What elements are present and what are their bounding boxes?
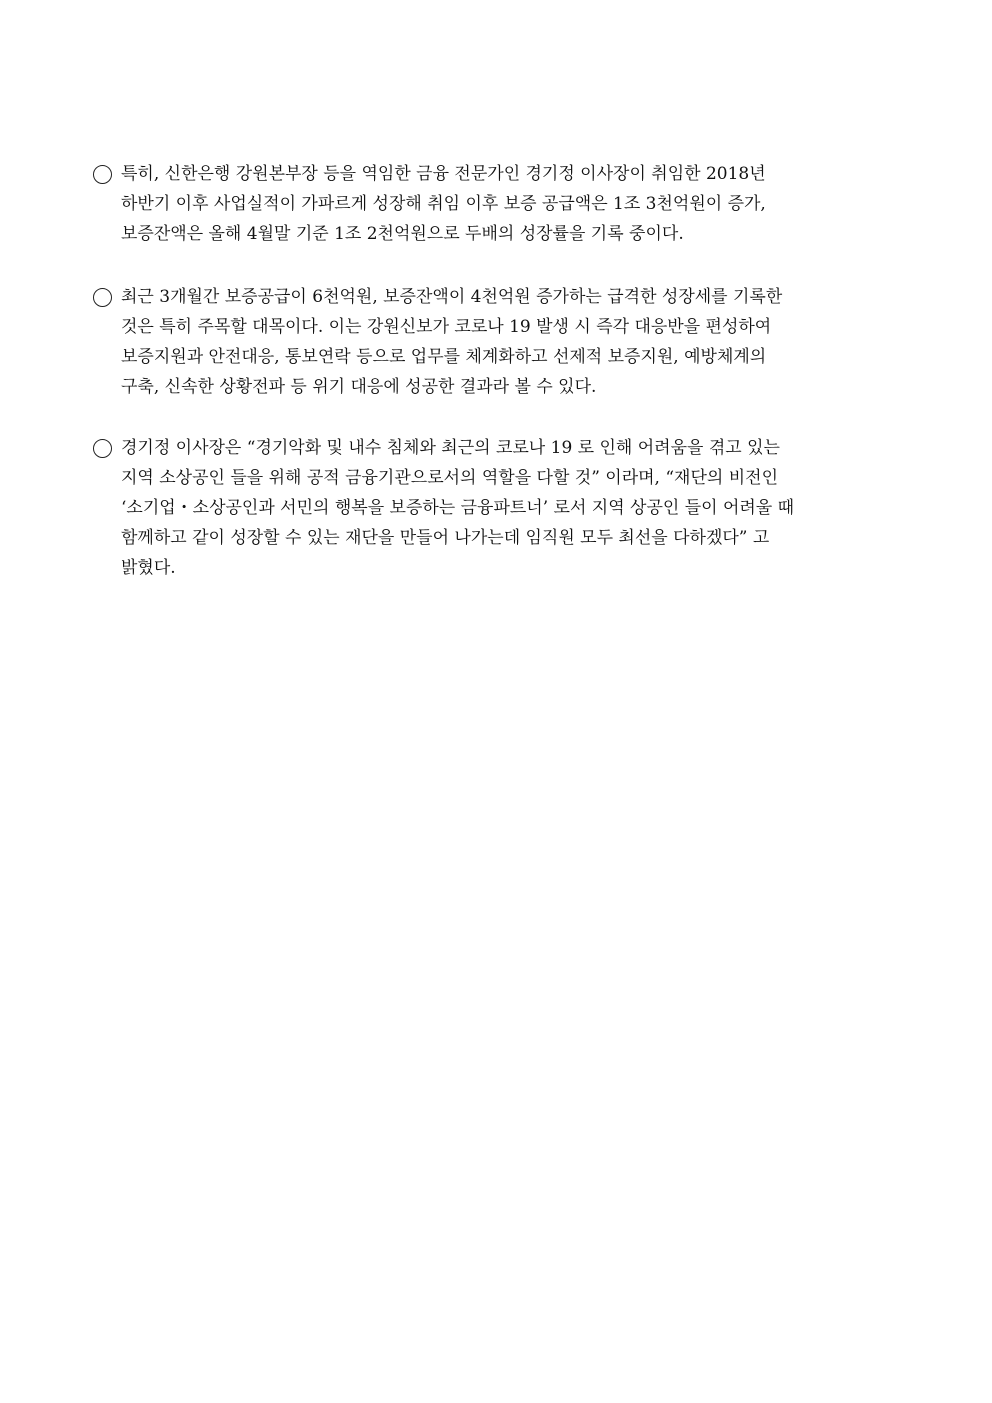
paragraph-line: 것은 특히 주목할 대목이다. 이는 강원신보가 코로나 19 발생 시 즉각 대응반을 편성하여 bbox=[121, 317, 772, 337]
paragraph-line: 밝혔다. bbox=[121, 558, 176, 578]
paragraph-2-text bbox=[121, 282, 893, 402]
paragraph-line: 특히, 신한은행 강원본부장 등을 역임한 금융 전문가인 경기정 이사장이 취임한 2018년 bbox=[121, 164, 766, 184]
paragraph-3 bbox=[93, 433, 893, 583]
paragraph-1-text bbox=[121, 159, 893, 249]
paragraph-line: 경기정 이사장은 “경기악화 및 내수 침체와 최근의 코로나 19 로 인해 어려움을 겪고 있는 bbox=[121, 438, 780, 458]
circle-bullet-icon bbox=[93, 439, 112, 458]
paragraph-line: 지역 소상공인 들을 위해 공적 금융기관으로서의 역할을 다할 것” 이라며, “재단의 비전인 bbox=[121, 468, 778, 488]
circle-bullet-icon bbox=[93, 165, 112, 184]
paragraph-2 bbox=[93, 282, 893, 402]
paragraph-line: 함께하고 같이 성장할 수 있는 재단을 만들어 나가는데 임직원 모두 최선을 다하겠다” 고 bbox=[121, 528, 770, 548]
paragraph-1 bbox=[93, 159, 893, 249]
paragraph-3-text bbox=[121, 433, 893, 583]
paragraph-line: 최근 3개월간 보증공급이 6천억원, 보증잔액이 4천억원 증가하는 급격한 성장세를 기록한 bbox=[121, 287, 783, 307]
paragraph-line: 구축, 신속한 상황전파 등 위기 대응에 성공한 결과라 볼 수 있다. bbox=[121, 377, 597, 397]
paragraph-line: 하반기 이후 사업실적이 가파르게 성장해 취임 이후 보증 공급액은 1조 3천억원이 증가, bbox=[121, 194, 766, 214]
paragraph-line: ‘소기업・소상공인과 서민의 행복을 보증하는 금융파트너’ 로서 지역 상공인 들이 어려울 때 bbox=[121, 498, 795, 518]
paragraph-line: 보증지원과 안전대응, 통보연락 등으로 업무를 체계화하고 선제적 보증지원, 예방체계의 bbox=[121, 347, 767, 367]
circle-bullet-icon bbox=[93, 288, 112, 307]
paragraph-line: 보증잔액은 올해 4월말 기준 1조 2천억원으로 두배의 성장률을 기록 중이다. bbox=[121, 224, 684, 244]
